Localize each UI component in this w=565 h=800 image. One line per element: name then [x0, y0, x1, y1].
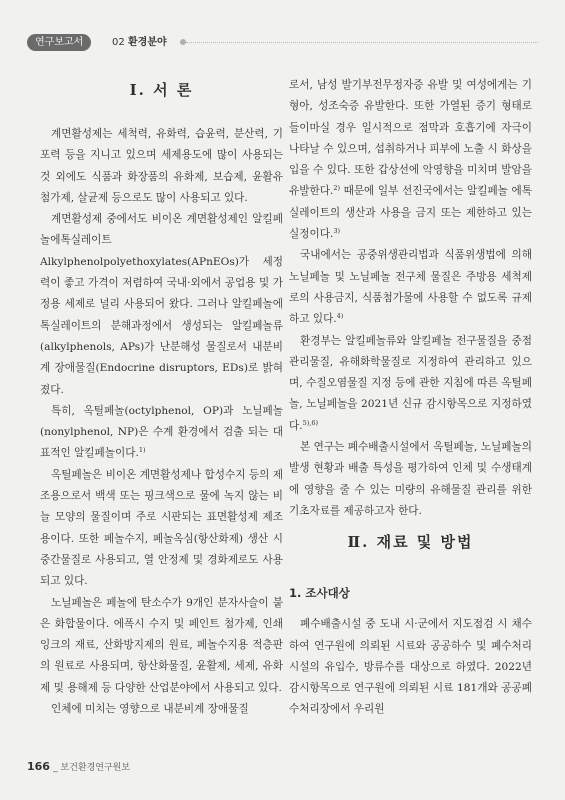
paragraph: 폐수배출시설 중 도내 시·군에서 지도점검 시 채수하여 연구원에 의뢰된 시료와 공공하수 및 폐수처리시설의 유입수, 방류수를 대상으로 하였다. 2022년 감시항목으로 연구원에 의뢰된 시료 181개와 공공폐수처리장에서 우리원: [289, 618, 532, 716]
paragraph: 계면활성제는 세척력, 유화력, 습윤력, 분산력, 기포력 등을 지니고 있으며 세제용도에 많이 사용되는 것 외에도 식품과 화장품의 유화제, 보습제, 윤활유 첨가제, 살균제 등으로도 많이 사용되고 있다.: [40, 128, 283, 204]
page-number: 166: [27, 760, 50, 773]
page-footer: [27, 760, 130, 773]
paragraph: 노닐페놀은 페놀에 탄소수가 9개인 분자사슬이 붙은 화합물이다. 에폭시 수지 및 페인트 첨가제, 인쇄 잉크의 재료, 산화방지제의 원료, 페놀수지용 적층판의 원료로 사용되며, 항산화물질, 윤활제, 세제, 유화제 및 용해제 등 다양한 산업분야에서 사용되고 있다.: [40, 596, 283, 694]
paragraph: 계면활성제 중에서도 비이온 계면활성제인 알킬페놀에톡실레이트Alkylphenolpolyethoxylates(APnEOs)가 세정력이 좋고 가격이 저렴하여 국내·외에서 공업용 및 가정용 세제로 널리 사용되어 왔다. 그러나 알킬페놀에톡실레이트의 분해과정에서 생성되는 알킬페놀류(alkylphenols, APs)가 난분해성 물질로서 내분비계 장애물질(Endocrine disruptors, EDs)로 밝혀졌다.: [40, 213, 283, 396]
paragraph: 본 연구는 폐수배출시설에서 옥틸페놀, 노닐페놀의 발생 현황과 배출 특성을 평가하여 인체 및 수생태계에 영향을 줄 수 있는 미량의 유해물질 관리를 위한 기초자료를 제공하고자 한다.: [289, 441, 532, 517]
paragraph-text: 로서, 남성 발기부전무정자증 유발 및 여성에게는 기형아, 성조숙증 유발한다. 또한 가열된 증기 형태로 들이마실 경우 일시적으로 점막과 호흡기에 자극이 나타날 수 있으며, 섭취하거나 피부에 노출 시 화상을 입을 수 있다. 또한 갑상선에 악영향을 미치며 발암을 유발한다.: [289, 79, 532, 198]
section-1-title: Ⅰ. 서 론: [129, 81, 194, 99]
footnote-ref: 5),6): [302, 418, 319, 427]
section-2-title: Ⅱ. 재료 및 방법: [347, 533, 474, 552]
footnote-ref: 3): [333, 227, 340, 236]
paragraph: 옥틸페놀은 비이온 계면활성제나 합성수지 등의 제조용으로서 백색 또는 핑크색으로 물에 녹지 않는 비늘 모양의 물질이며 주로 시판되는 표면활성제 제조용이다. 또한 페놀수지, 페놀옥심(항산화제) 생산 시 중간물질로 사용되고, 열 안정제 및 경화제로도 사용되고 있다.: [40, 468, 283, 588]
right-column: [289, 75, 532, 721]
footnote-ref: 2): [333, 184, 340, 193]
paragraph: [289, 331, 532, 437]
footnote-ref: 4): [336, 312, 344, 321]
publication-name: _ 보건환경연구원보: [53, 763, 131, 773]
paragraph-text: 환경부는 알킬페놀류와 알킬페놀 전구물질을 중점관리물질, 유해화학물질로 지정하여 관리하고 있으며, 수질오염물질 지정 등에 관한 지침에 따른 옥틸페놀, 노닐페놀을 2021년 신규 감시항목으로 지정하였다.: [289, 334, 532, 432]
paragraph: 인체에 미치는 영향으로 내분비계 장애물질: [51, 703, 249, 716]
paragraph-text: 때문에 일부 선진국에서는 알킬페놀 에톡실레이트의 생산과 사용을 금지 또는 제한하고 있는 실정이다.: [289, 185, 532, 241]
report-type-tag: 연구보고서: [27, 34, 91, 51]
left-column: [40, 80, 283, 720]
section-number: 02: [112, 37, 125, 48]
subsection-title: 1. 조사대상: [289, 586, 350, 601]
paragraph: [40, 401, 283, 465]
paragraph-text: 특히, 옥틸페놀(octylphenol, OP)과 노닐페놀(nonylphenol, NP)은 수계 환경에서 검출 되는 대표적인 알킬페놀이다.: [40, 404, 283, 460]
paragraph-text: 국내에서는 공중위생관리법과 식품위생법에 의해 노닐페놀 및 노닐페놀 전구체 물질은 주방용 세척제로의 사용금지, 식품첨가물에 사용할 수 없도록 규제하고 있다.: [289, 249, 532, 326]
section-name: 환경분야: [128, 37, 167, 48]
page-header: [0, 0, 565, 60]
paragraph: [289, 245, 532, 330]
paragraph: [289, 75, 532, 245]
header-divider: [186, 42, 538, 43]
footnote-ref: 1): [138, 446, 146, 455]
